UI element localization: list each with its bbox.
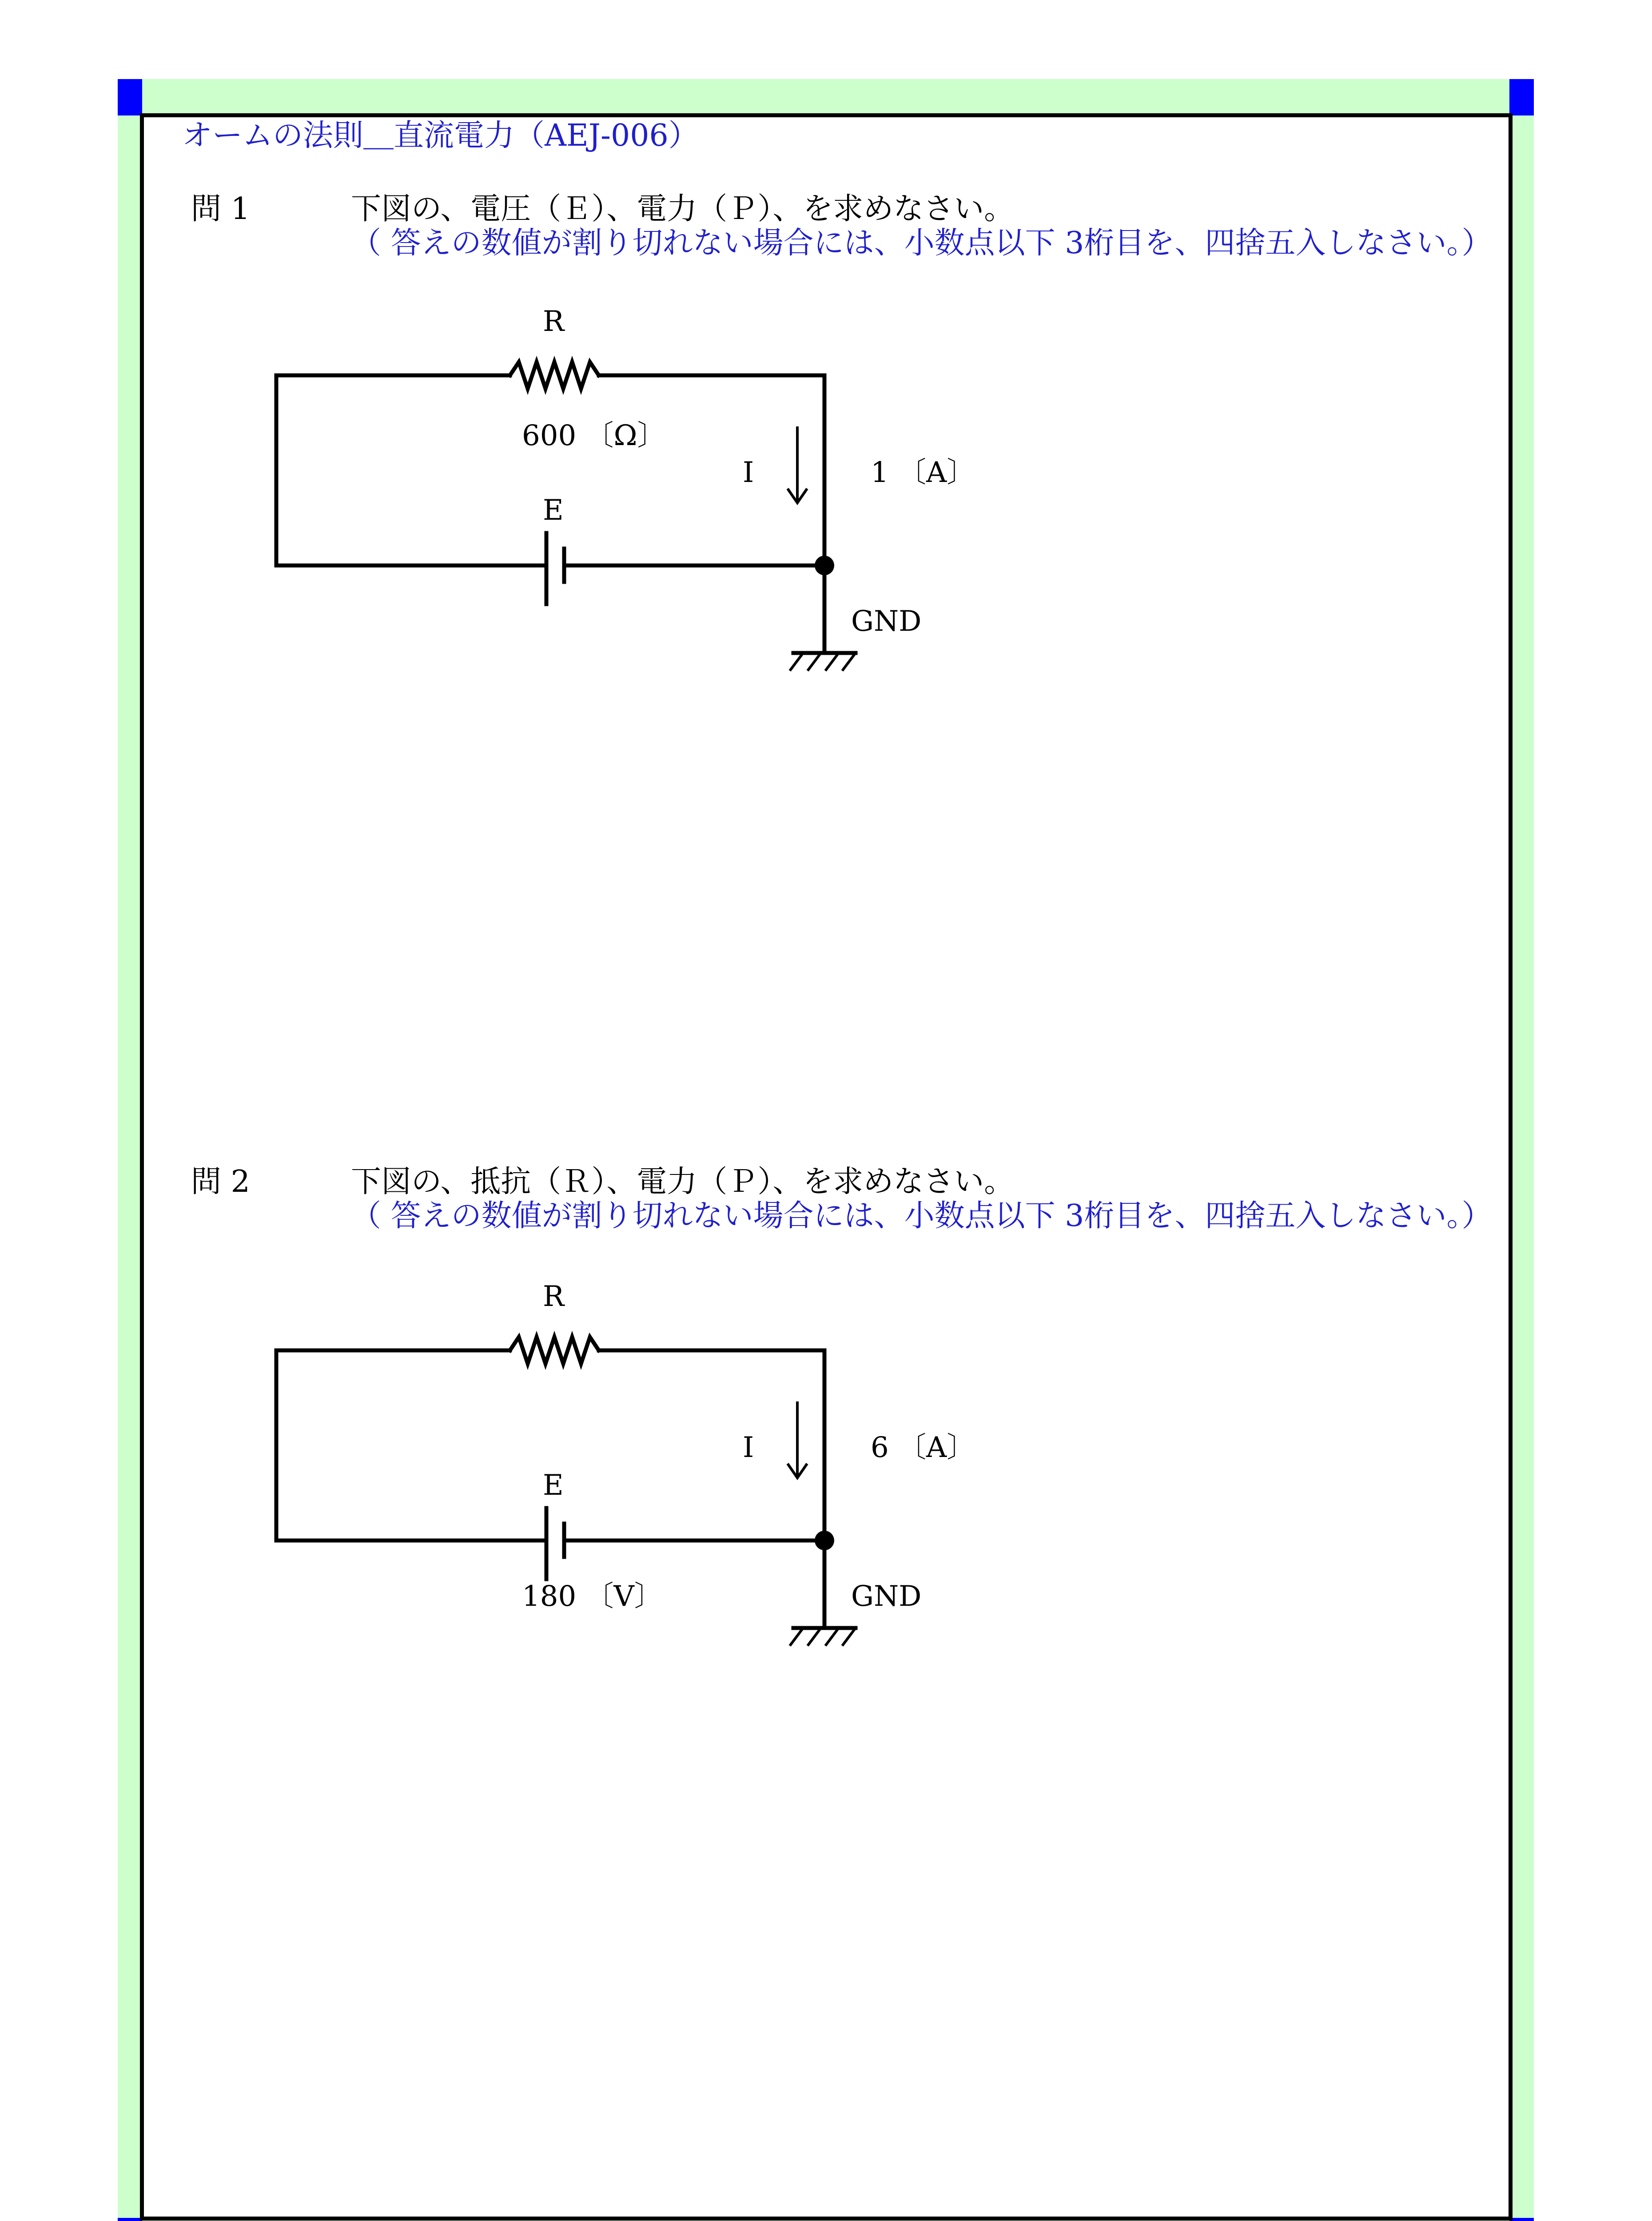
ground-hatch <box>790 1628 856 1646</box>
current-arrow-icon <box>788 1401 807 1478</box>
source-label: E <box>543 494 564 527</box>
source-value: 180 〔V〕 <box>522 1580 663 1613</box>
current-value: 6 〔A〕 <box>871 1431 975 1464</box>
resistor-label: R <box>543 305 565 338</box>
current-label: I <box>743 456 754 489</box>
ground-label: GND <box>851 1580 922 1613</box>
question-2-note: （ 答えの数値が割り切れない場合には、小数点以下 3桁目を、四捨五入しなさい。） <box>351 1198 1492 1234</box>
page-title: オームの法則＿直流電力（AEJ-006） <box>182 118 699 153</box>
wire-top-right <box>599 1350 824 1540</box>
source-label: E <box>543 1469 564 1502</box>
question-2-number: 問 2 <box>191 1164 250 1199</box>
resistor-symbol <box>510 1337 599 1364</box>
resistor-value: 600 〔Ω〕 <box>522 419 666 452</box>
question-1-text: 下図の、電圧（Ｅ）、電力（Ｐ）、を求めなさい。 <box>351 191 1015 227</box>
question-1-note: （ 答えの数値が割り切れない場合には、小数点以下 3桁目を、四捨五入しなさい。） <box>351 226 1492 261</box>
question-1-number: 問 1 <box>191 191 250 227</box>
resistor-label: R <box>543 1280 565 1313</box>
question-2-text: 下図の、抵抗（Ｒ）、電力（Ｐ）、を求めなさい。 <box>351 1164 1015 1199</box>
wire-left <box>276 1350 546 1540</box>
ground-label: GND <box>851 605 922 638</box>
current-value: 1 〔A〕 <box>871 456 975 489</box>
current-label: I <box>743 1431 754 1464</box>
